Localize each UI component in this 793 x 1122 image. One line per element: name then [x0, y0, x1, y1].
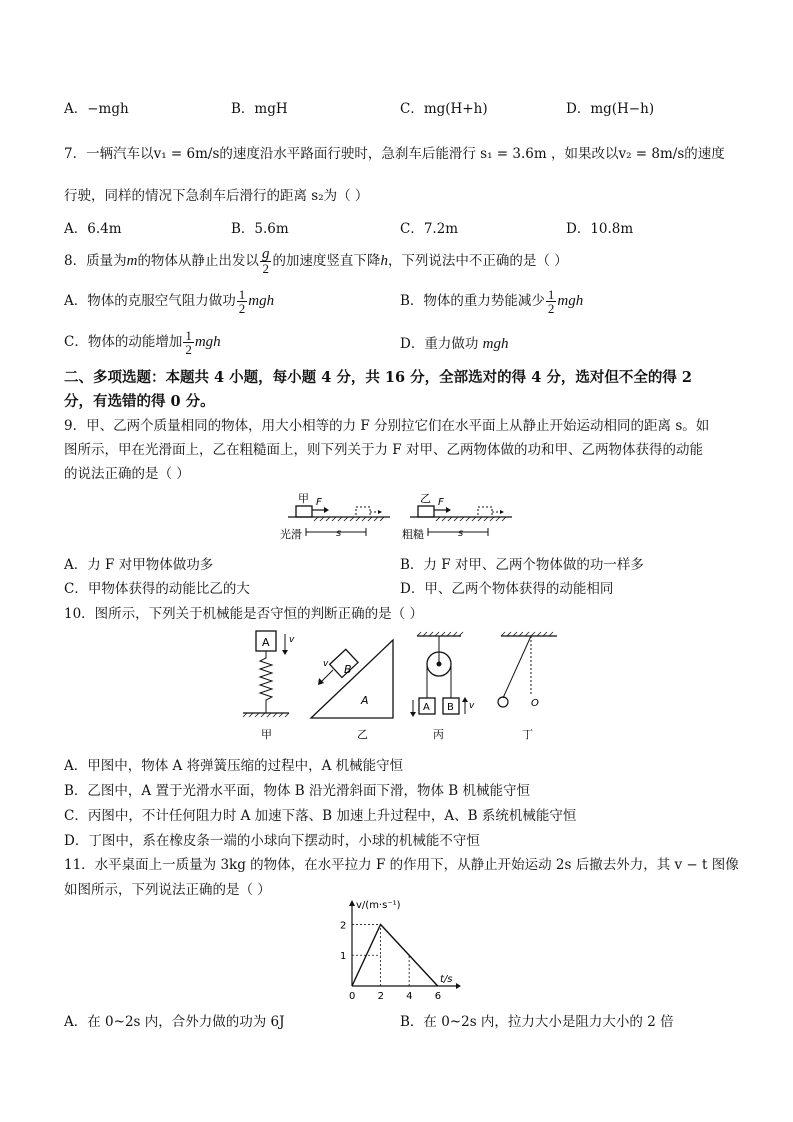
q8-stem-part: 的物体从静止出发以	[137, 253, 259, 269]
half-fraction	[237, 288, 248, 315]
half-fraction	[546, 288, 557, 315]
q10-stem: 10．图所示，下列关于机械能是否守恒的判断正确的是（ ）	[64, 606, 423, 622]
q11-stem-line1: 11．水平桌面上一质量为 3kg 的物体，在水平拉力 F 的作用下，从静止开始运动 2s 后撤去外力，其 v − t 图像	[64, 857, 739, 873]
option-text: C．物体的动能增加	[64, 334, 183, 350]
pendulum-ball	[498, 697, 508, 707]
option-formula: mgh	[194, 334, 221, 350]
q8-stem	[64, 248, 568, 275]
q9-option-b: B．力 F 对甲、乙两个物体做的功一样多	[400, 557, 644, 573]
block-jia	[296, 506, 312, 517]
arrow-head	[282, 650, 288, 655]
label-jia: 甲	[261, 728, 272, 741]
q10-option-c: C．丙图中，不计任何阻力时 A 加速下落、B 加速上升过程中，A、B 系统机械能守恒	[64, 808, 577, 824]
arrow-head	[500, 510, 504, 514]
q8-stem-part: 8．质量为	[64, 253, 127, 269]
option-text: D．重力做功	[400, 336, 479, 352]
fraction-numerator: 1	[547, 287, 555, 302]
distance-label: s	[458, 528, 464, 539]
fraction-denominator: 2	[262, 261, 269, 276]
elastic-string	[503, 636, 531, 698]
arrow-head	[446, 507, 451, 513]
label-a: A	[423, 702, 430, 713]
q8-option-d	[400, 332, 508, 353]
q6-option-c: C．mg(H+h)	[400, 101, 488, 117]
q6-option-d: D．mg(H−h)	[566, 101, 655, 117]
velocity-label: v	[469, 701, 475, 711]
q11-option-b: B．在 0~2s 内，拉力大小是阻力大小的 2 倍	[400, 1014, 674, 1030]
section2-heading-line1: 二、多项选题：本题共 4 小题，每小题 4 分，共 16 分，全部选对的得 4 分，选对但不全的得 2	[64, 369, 692, 386]
q6-option-a: A．−mgh	[64, 101, 129, 117]
q7-stem-line2: 行驶，同样的情况下急刹车后滑行的距离 s₂为（ ）	[64, 188, 369, 204]
q7-stem-line1: 7．一辆汽车以v₁ = 6m/s的速度沿水平路面行驶时，急刹车后能滑行 s₁ = 3.6m ，如果改以v₂ = 8m/s的速度	[64, 146, 725, 162]
y-axis-arrow	[349, 900, 355, 906]
option-text: B．物体的重力势能减少	[400, 293, 545, 309]
velocity-arrow	[321, 670, 333, 682]
pulley-axle	[437, 662, 442, 667]
force-label: F	[438, 497, 444, 508]
q9-figure	[278, 488, 528, 546]
option-formula: mgh	[482, 336, 509, 352]
q8-mass-symbol: m	[126, 253, 138, 269]
label-b: B	[447, 702, 454, 713]
fraction-numerator: g	[261, 246, 270, 262]
q8-option-c	[64, 329, 221, 356]
q7-option-d: D．10.8m	[566, 221, 634, 237]
option-text: A．物体的克服空气阻力做功	[64, 293, 236, 309]
y-axis-label: v/(m·s⁻¹)	[356, 900, 401, 911]
q9-option-d: D．甲、乙两个物体获得的动能相同	[400, 581, 614, 597]
q6-option-b: B．mgH	[231, 101, 288, 117]
q10-option-b: B．乙图中，A 置于光滑水平面，物体 B 沿光滑斜面下滑，物体 B 机械能守恒	[64, 783, 530, 799]
q11-option-a: A．在 0~2s 内，合外力做的功为 6J	[64, 1014, 285, 1030]
q8-stem-part: ，下列说法中不正确的是（ ）	[387, 253, 568, 269]
label-o: O	[531, 698, 539, 709]
label-bing: 丙	[433, 728, 444, 741]
arrow-head	[462, 697, 468, 702]
y-tick-label: 2	[340, 920, 347, 932]
x-tick-label: 2	[377, 991, 384, 1002]
q8-stem-part: 的加速度竖直下降	[272, 253, 381, 269]
half-fraction	[183, 329, 194, 356]
option-formula: mgh	[248, 293, 275, 309]
label-ding: 丁	[522, 728, 533, 741]
label-a: A	[262, 636, 270, 649]
q11-stem-line2: 如图所示，下列说法正确的是（ ）	[64, 882, 271, 898]
vt-graph	[318, 898, 468, 1002]
q9-stem-line2: 图所示，甲在光滑面上，乙在粗糙面上，则下列关于力 F 对甲、乙两物体做的功和甲、乙两物体获得的动能	[64, 442, 703, 458]
q10-option-a: A．甲图中，物体 A 将弹簧压缩的过程中，A 机械能守恒	[64, 758, 404, 774]
x-tick-label: 4	[406, 991, 413, 1002]
fraction-numerator: 1	[185, 328, 192, 343]
velocity-label: v	[323, 659, 329, 669]
q7-option-b: B．5.6m	[231, 221, 289, 237]
q7-option-a: A．6.4m	[64, 221, 122, 237]
x-axis-arrow	[456, 983, 461, 989]
label-b: B	[344, 663, 352, 676]
q9-option-a: A．力 F 对甲物体做功多	[64, 557, 214, 573]
label-a: A	[361, 694, 369, 707]
x-tick-label: 0	[349, 991, 356, 1002]
q10-figure	[235, 628, 565, 744]
distance-label: s	[336, 528, 342, 539]
q9-option-c: C．甲物体获得的动能比乙的大	[64, 581, 250, 597]
velocity-label: v	[289, 635, 295, 645]
q8-g-over-2	[260, 248, 272, 275]
block-yi	[418, 506, 434, 517]
force-label: F	[316, 497, 322, 508]
q9-stem-line1: 9．甲、乙两个质量相同的物体，用大小相等的力 F 分别拉它们在水平面上从静止开始运动相同的距离 s。如	[64, 418, 710, 434]
arrow-head	[324, 507, 329, 513]
label-yi: 乙	[420, 492, 431, 505]
q8-option-b	[400, 288, 583, 315]
section2-heading-line2: 分，有选错的得 0 分。	[64, 393, 215, 410]
block-final-position	[478, 507, 492, 517]
q7-option-c: C．7.2m	[400, 221, 459, 237]
arrow-head	[378, 510, 382, 514]
fraction-numerator: 1	[238, 287, 246, 302]
label-rough: 粗糙	[402, 528, 424, 541]
fraction-denominator: 2	[185, 342, 192, 357]
x-tick-label: 6	[434, 991, 442, 1002]
fraction-denominator: 2	[547, 301, 555, 316]
arrow-head	[410, 712, 416, 717]
q10-option-d: D．丁图中，系在橡皮条一端的小球向下摆动时，小球的机械能不守恒	[64, 833, 480, 849]
label-smooth: 光滑	[280, 528, 302, 541]
spring	[260, 651, 272, 713]
fraction-denominator: 2	[238, 301, 246, 316]
y-tick-label: 1	[340, 951, 347, 963]
q9-stem-line3: 的说法正确的是（ ）	[64, 466, 190, 482]
label-yi: 乙	[357, 728, 368, 741]
x-axis-label: t/s	[440, 974, 453, 985]
q8-height-symbol: h	[380, 253, 388, 269]
option-formula: mgh	[557, 293, 584, 309]
q8-option-a	[64, 288, 274, 315]
block-final-position	[356, 507, 370, 517]
arrow-head	[318, 678, 324, 685]
label-jia: 甲	[298, 492, 309, 505]
